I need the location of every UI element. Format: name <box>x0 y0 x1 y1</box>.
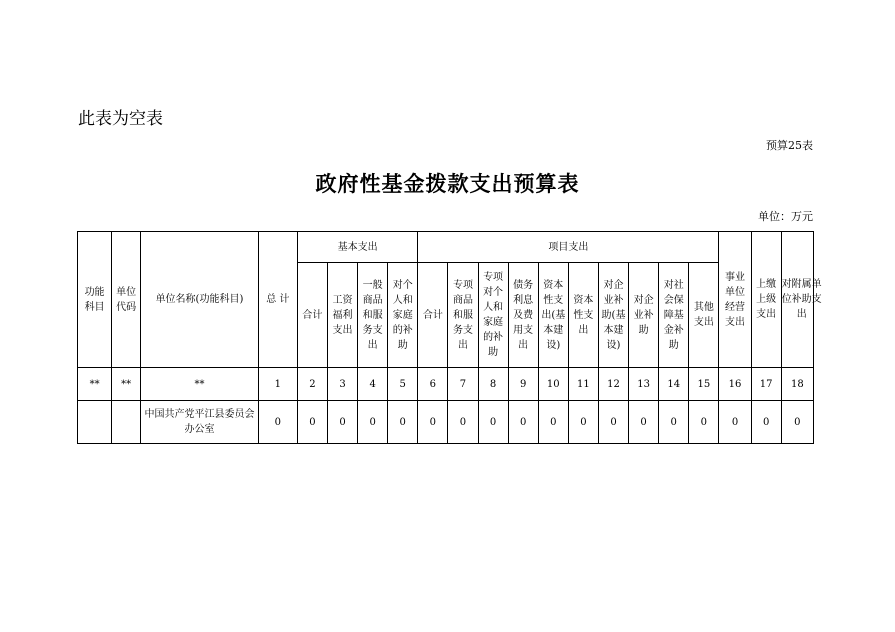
index-cell: 13 <box>629 368 659 401</box>
value-cell: 0 <box>388 401 418 444</box>
page-title: 政府性基金拨款支出预算表 <box>315 172 580 196</box>
value-cell: 0 <box>629 401 659 444</box>
header-upper: 上缴上级支出 <box>751 232 781 368</box>
index-cell: 16 <box>719 368 751 401</box>
value-cell: 0 <box>751 401 781 444</box>
value-cell: 0 <box>297 401 327 444</box>
value-cell: 0 <box>689 401 719 444</box>
index-cell: 6 <box>418 368 448 401</box>
value-cell: 0 <box>719 401 751 444</box>
value-cell: 0 <box>781 401 813 444</box>
index-cell: ** <box>141 368 258 401</box>
index-cell: 12 <box>598 368 628 401</box>
index-cell: 14 <box>659 368 689 401</box>
header-project-sub: 债务利息及费用支出 <box>508 263 538 368</box>
header-func-code: 功能科目 <box>78 232 112 368</box>
unit-code-cell <box>112 401 141 444</box>
unit-label: 单位：万元 <box>758 210 813 223</box>
value-cell: 0 <box>418 401 448 444</box>
header-unit-code: 单位代码 <box>112 232 141 368</box>
index-cell: ** <box>78 368 112 401</box>
budget-table <box>77 231 822 444</box>
header-basic-sub: 一般商品和服务支出 <box>358 263 388 368</box>
value-cell: 0 <box>568 401 598 444</box>
header-project-sub: 资本性支出(基本建设) <box>538 263 568 368</box>
index-cell: 8 <box>478 368 508 401</box>
value-cell: 0 <box>258 401 297 444</box>
index-cell: 5 <box>388 368 418 401</box>
index-cell: 11 <box>568 368 598 401</box>
index-cell: 7 <box>448 368 478 401</box>
index-cell: 18 <box>781 368 813 401</box>
index-cell: 10 <box>538 368 568 401</box>
index-cell: ** <box>112 368 141 401</box>
value-cell: 0 <box>327 401 357 444</box>
value-cell: 0 <box>508 401 538 444</box>
header-basic-sub: 对个人和家庭的补助 <box>388 263 418 368</box>
index-cell: 9 <box>508 368 538 401</box>
header-project-sub: 资本性支出 <box>568 263 598 368</box>
value-cell: 0 <box>358 401 388 444</box>
header-project-sub: 专项商品和服务支出 <box>448 263 478 368</box>
value-cell: 0 <box>538 401 568 444</box>
header-subsidiary: 对附属单位补助支出 <box>781 232 813 368</box>
func-code-cell <box>78 401 112 444</box>
header-project-sub: 对社会保障基金补助 <box>659 263 689 368</box>
index-row <box>78 368 814 401</box>
value-cell: 0 <box>478 401 508 444</box>
header-project-sub: 对企业补助(基本建设) <box>598 263 628 368</box>
unit-name-cell: 中国共产党平江县委员会办公室 <box>141 401 258 444</box>
header-total: 总 计 <box>258 232 297 368</box>
header-basic-sub: 合计 <box>297 263 327 368</box>
index-cell: 1 <box>258 368 297 401</box>
header-enterprise: 事业单位经营支出 <box>719 232 751 368</box>
index-cell: 15 <box>689 368 719 401</box>
header-basic-sub: 工资福利支出 <box>327 263 357 368</box>
header-project-sub: 其他支出 <box>689 263 719 368</box>
index-cell: 17 <box>751 368 781 401</box>
header-project-sub: 对企业补助 <box>629 263 659 368</box>
value-cell: 0 <box>659 401 689 444</box>
value-cell: 0 <box>448 401 478 444</box>
index-cell: 4 <box>358 368 388 401</box>
value-cell: 0 <box>598 401 628 444</box>
header-unit-name: 单位名称(功能科目) <box>141 232 258 368</box>
form-number: 预算25表 <box>766 139 813 152</box>
header-project-sub: 专项对个人和家庭的补助 <box>478 263 508 368</box>
empty-table-note: 此表为空表 <box>78 109 163 129</box>
index-cell: 3 <box>327 368 357 401</box>
header-project: 项目支出 <box>418 232 719 263</box>
index-cell: 2 <box>297 368 327 401</box>
header-basic: 基本支出 <box>297 232 417 263</box>
table-row <box>78 401 814 444</box>
header-project-sub: 合计 <box>418 263 448 368</box>
